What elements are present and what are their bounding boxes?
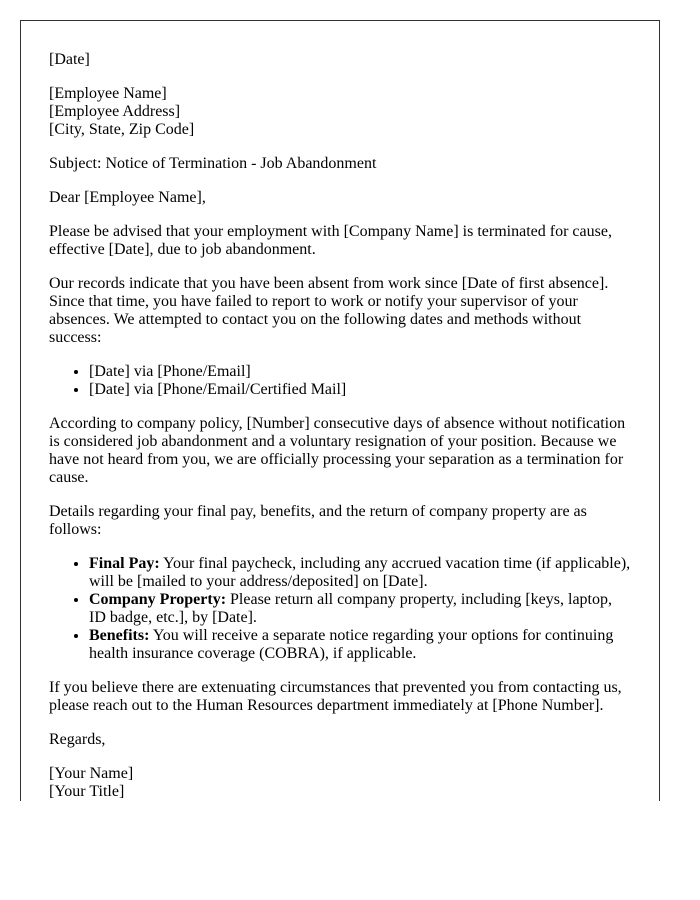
detail-item-benefits bbox=[89, 627, 631, 663]
intro-paragraph: Please be advised that your employment with [Company Name] is terminated for cause, effective [Date], due to job abandonment. bbox=[49, 223, 612, 258]
letter-date: [Date] bbox=[49, 51, 90, 68]
signature-block bbox=[49, 765, 631, 801]
detail-label: Final Pay: bbox=[89, 555, 160, 572]
detail-item-company-property bbox=[89, 591, 631, 627]
absence-paragraph: Our records indicate that you have been absent from work since [Date of first absence]. Since that time, you have failed to report to work or notify your supervisor of your absences. We attempted to contact you on the following dates and methods without success: bbox=[49, 275, 609, 346]
signature-name: [Your Name] bbox=[49, 765, 134, 782]
policy-paragraph: According to company policy, [Number] consecutive days of absence without notification is considered job abandonment and a voluntary resignation of your position. Because we have not heard from you, we are officially processing your separation as a termination for cause. bbox=[49, 415, 626, 486]
contact-attempts-list bbox=[49, 363, 631, 399]
termination-letter bbox=[20, 20, 660, 801]
detail-label: Benefits: bbox=[89, 627, 150, 644]
extenuating-paragraph: If you believe there are extenuating circumstances that prevented you from contacting us, please reach out to the Human Resources department immediately at [Phone Number]. bbox=[49, 679, 622, 714]
detail-text: You will receive a separate notice regarding your options for continuing health insurance coverage (COBRA), if applicable. bbox=[89, 627, 614, 662]
recipient-block bbox=[49, 85, 631, 139]
recipient-name: [Employee Name] bbox=[49, 85, 167, 102]
salutation: Dear [Employee Name], bbox=[49, 189, 206, 206]
detail-item-final-pay bbox=[89, 555, 631, 591]
letter-subject: Subject: Notice of Termination - Job Abandonment bbox=[49, 155, 377, 172]
contact-attempt-item: • [Date] via [Phone/Email] bbox=[89, 363, 631, 381]
contact-attempt-item: • [Date] via [Phone/Email/Certified Mail] bbox=[89, 381, 631, 399]
recipient-address: [Employee Address] bbox=[49, 103, 181, 120]
detail-label: Company Property: bbox=[89, 591, 227, 608]
recipient-city-state-zip: [City, State, Zip Code] bbox=[49, 121, 195, 138]
detail-text: Your final paycheck, including any accrued vacation time (if applicable), will be [mailed to your address/deposited] on [Date]. bbox=[89, 555, 631, 590]
detail-text: Please return all company property, including [keys, laptop, ID badge, etc.], by [Date]. bbox=[89, 591, 612, 626]
details-list bbox=[49, 555, 631, 663]
details-intro-paragraph: Details regarding your final pay, benefits, and the return of company property are as follows: bbox=[49, 503, 587, 538]
closing: Regards, bbox=[49, 731, 106, 748]
signature-title: [Your Title] bbox=[49, 783, 125, 800]
